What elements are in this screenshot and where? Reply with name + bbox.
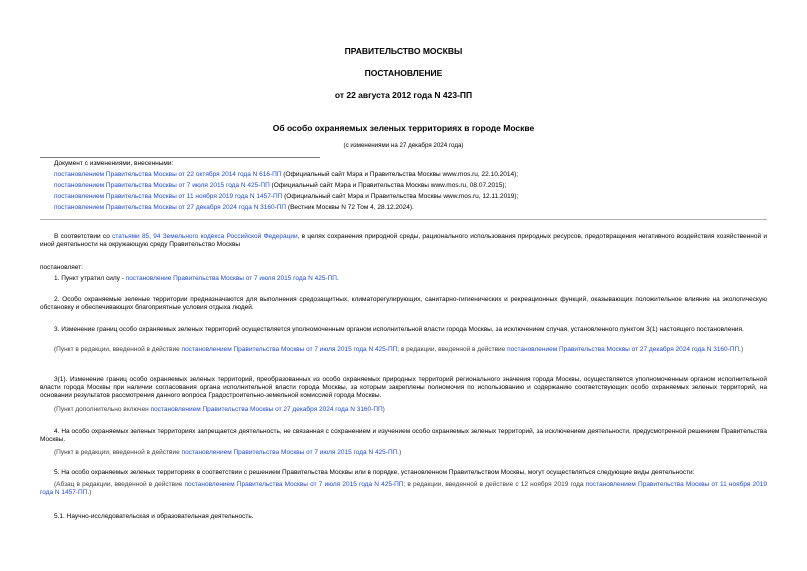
changes-item <box>54 170 518 179</box>
changes-top-divider <box>40 157 320 158</box>
note-link[interactable]: постановлением Правительства Москвы от 27 декабря 2024 года N 3160-ПП <box>507 346 740 353</box>
amendment-link[interactable]: постановлением Правительства Москвы от 7 июля 2015 года N 425-ПП <box>54 182 270 189</box>
clause-5-1: 5.1. Научно-исследовательская и образовательная деятельность. <box>54 513 254 520</box>
document-type: ПОСТАНОВЛЕНИЕ <box>364 68 443 78</box>
clause-2: 2. Особо охраняемые зеленые территории предназначаются для выполнения средозащитных, климаторегулирующих, санитарно-гигиенических и рекреационных функций, оказывающих положительное влияние на экологическую обстановку и обеспечивающих благоприятные условия отдыха людей. <box>40 296 767 311</box>
note-text: (Пункт в редакции, введенной в действие <box>54 346 182 353</box>
note-text: .) <box>397 449 402 456</box>
changes-item <box>54 181 506 190</box>
amendment-link[interactable]: постановлением Правительства Москвы от 22 октября 2014 года N 616-ПП <box>54 171 282 178</box>
clause-5-note <box>40 481 767 497</box>
preamble-paragraph <box>40 233 767 249</box>
clause-3: 3. Изменение границ особо охраняемых зеленых территорий осуществляется уполномоченным органом исполнительной власти города Москвы, за исключением случая, установленного пунктом 3(1) настоящего постановления. <box>54 326 744 333</box>
note-link[interactable]: постановлением Правительства Москвы от 7 июля 2015 года N 425-ПП <box>181 346 398 353</box>
clause-3-note <box>40 346 767 354</box>
note-link[interactable]: постановлением Правительства Москвы от 7 июля 2015 года N 425-ПП <box>184 481 404 488</box>
preamble-text: В соответствии со <box>54 233 113 240</box>
clause-1-end: . <box>336 275 339 282</box>
note-text: .) <box>739 346 744 353</box>
note-text: .) <box>87 489 92 496</box>
changes-item <box>54 203 414 212</box>
note-text: ; в редакции, введенной в действие с 12 ноября 2019 года <box>403 481 586 488</box>
document-date-number: от 22 августа 2012 года N 423-ПП <box>334 90 473 100</box>
clause-1-text: 1. Пункт утратил силу - <box>54 275 126 282</box>
clause-3-1-note <box>54 405 385 414</box>
amendment-source: (Вестник Москвы N 72 Том 4, 28.12.2024). <box>286 204 414 211</box>
note-link[interactable]: постановлением Правительства Москвы от 27 декабря 2024 года N 3160-ПП <box>150 406 383 413</box>
government-name: ПРАВИТЕЛЬСТВО МОСКВЫ <box>344 46 463 56</box>
decides-label: постановляет: <box>40 264 83 271</box>
clause-1 <box>54 274 339 283</box>
clause-4: 4. На особо охраняемых зеленых территориях запрещается деятельность, не связанная с сохранением и изучением особо охраняемых зеленых территорий, за исключением деятельности, предусмотренной решением Правительства Москвы. <box>40 428 767 443</box>
changes-intro: Документ с изменениями, внесенными: <box>54 160 174 167</box>
amendment-link[interactable]: постановлением Правительства Москвы от 11 ноября 2019 года N 1457-ПП <box>54 193 283 200</box>
amendment-link[interactable]: постановлением Правительства Москвы от 27 декабря 2024 года N 3160-ПП <box>54 204 287 211</box>
amendment-source: (Официальный сайт Мэра и Правительства Москвы www.mos.ru, 08.07.2015); <box>269 182 507 189</box>
clause-1-link[interactable]: постановление Правительства Москвы от 7 июля 2015 года N 425-ПП <box>125 275 337 282</box>
preamble-text-end: , в целях сохранения природной среды, рационального использования природных ресурсов, предотвращения негативного воздействия хозяйственной и иной деятельности на окружающую среду Правительство Москвы <box>40 233 767 248</box>
amendment-source: (Официальный сайт Мэра и Правительства Москвы www.mos.ru, 12.11.2019); <box>282 193 519 200</box>
note-link[interactable]: постановлением Правительства Москвы от 11 ноября 2019 года N 1457-ПП <box>40 481 768 496</box>
clause-3-1: 3(1). Изменение границ особо охраняемых зеленых территорий, преобразованных из особо охраняемых природных территорий регионального значения города Москвы, осуществляется уполномоченным органом исполнительной власти города Москвы при наличии согласования органа исполнительной власти города Москвы, за которым закреплены полномочия по использованию и содержанию соответствующих особо охраняемых зеленых территорий, на основании результатов рассмотрения данного вопроса Градостроительно-земельной комиссией города Москвы. <box>40 376 767 399</box>
changes-item <box>54 192 518 201</box>
note-text: (Пункт в редакции, введенной в действие <box>54 449 182 456</box>
revision-note: (с изменениями на 27 декабря 2024 года) <box>343 142 464 149</box>
changes-bottom-divider <box>40 219 767 220</box>
clause-5: 5. На особо охраняемых зеленых территориях в соответствии с решением Правительства Москвы или в порядке, установленном Правительством Москвы, могут осуществляться следующие виды деятельности: <box>54 469 695 476</box>
land-code-link[interactable]: статьями 85, 94 Земельного кодекса Российской Федерации <box>112 233 298 240</box>
note-text: ) <box>382 406 385 413</box>
note-text: (Абзац в редакции, введенной в действие <box>54 481 185 488</box>
amendment-source: (Официальный сайт Мэра и Правительства Москвы www.mos.ru, 22.10.2014); <box>281 171 519 178</box>
note-text: (Пункт дополнительно включен <box>54 406 151 413</box>
note-text: ; в редакции, введенной в действие <box>397 346 508 353</box>
note-link[interactable]: постановлением Правительства Москвы от 7 июля 2015 года N 425-ПП <box>181 449 398 456</box>
clause-4-note <box>54 448 401 457</box>
document-title: Об особо охраняемых зеленых территориях в городе Москве <box>272 123 535 133</box>
